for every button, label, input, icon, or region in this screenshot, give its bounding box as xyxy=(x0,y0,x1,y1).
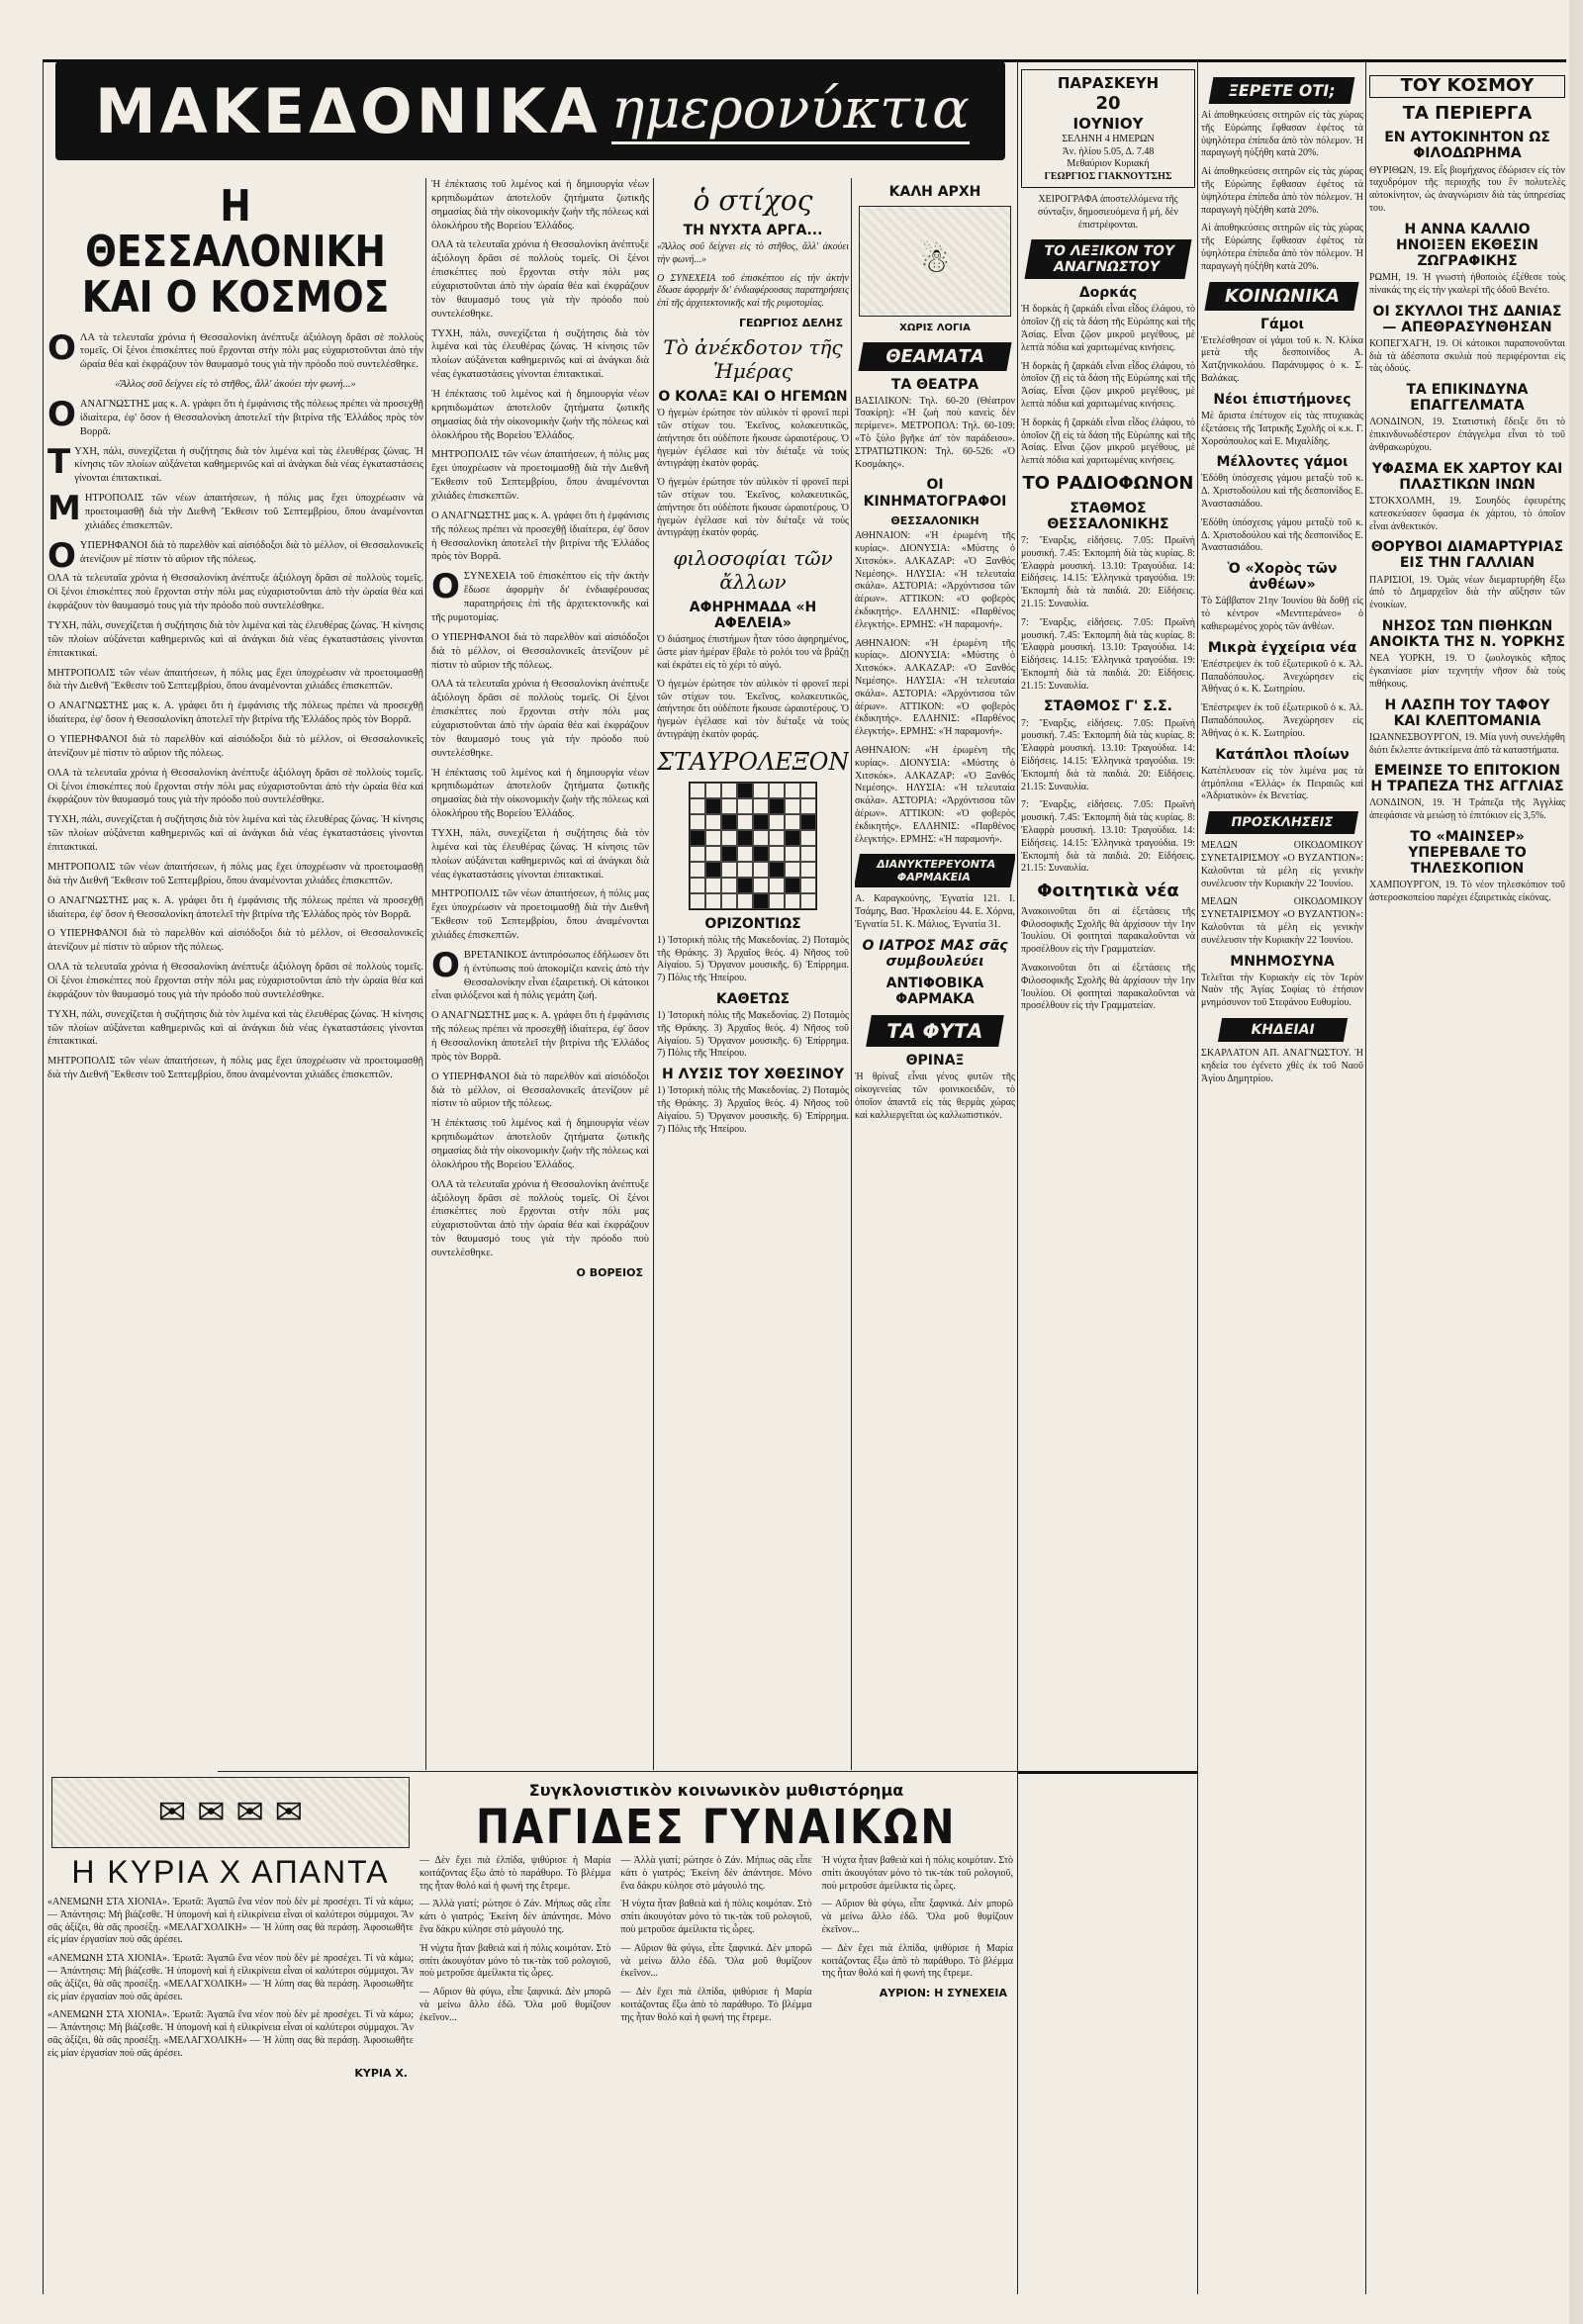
continuation-paragraph: ΤΥΧΗ, πάλι, συνεχίζεται ἡ συζήτησις διὰ τὸν λιμένα καὶ τὰς ἐλευθέρας ζώνας. Ἡ κίνησις τῶν πλοίων αὐξάνεται καθημερινῶς καὶ αἱ ἀνάγκαι διὰ νέας ἐγκαταστάσεις γίνονται ἐπιτακτικαί. xyxy=(431,327,649,381)
stichos-text: «Ἄλλος σοῦ δείχνει εἰς τὸ στῆθος, ἄλλ' ἀκούει τὴν φωνή...» xyxy=(657,241,849,265)
world-item-text: ΛΟΝΔΙΝΟΝ, 19. Ἡ Τράπεζα τῆς Ἀγγλίας ἀπεφάσισε νὰ μειώσῃ τὸ ἐπιτόκιον εἰς 3,5%. xyxy=(1369,797,1565,822)
dateline-editor: ΓΕΩΡΓΙΟΣ ΓΙΑΚΝΟΥΤΣΗΣ xyxy=(1044,170,1172,182)
mnimosyna-text: Τελεῖται τὴν Κυριακὴν εἰς τὸν Ἱερὸν Ναὸν τῆς Ἁγίας Σοφίας τὸ ἐτήσιον μνημόσυνον τοῦ Στεφάνου Ευθυμίου. xyxy=(1201,972,1363,1009)
lead-article xyxy=(47,178,423,1741)
serial-novel xyxy=(419,1777,1013,2316)
prosklisis-text: ΜΕΛΩΝ ΟΙΚΟΔΟΜΙΚΟΥ ΣΥΝΕΤΑΙΡΙΣΜΟΥ «Ο ΒΥΖΑΝΤΙΟΝ»: Καλοῦνται τὰ μέλη εἰς γενικὴν συνέλευσιν τὴν Κυριακὴν 22 Ἰουνίου. xyxy=(1201,840,1363,889)
anecdote-title: Τὸ ἀνέκδοτον τῆς Ἡμέρας xyxy=(663,335,843,384)
ploia-title: Κατάπλοι πλοίων xyxy=(1215,746,1350,763)
world-item-title: ΤΑ ΕΠΙΚΙΝΔΥΝΑ ΕΠΑΓΓΕΛΜΑΤΑ xyxy=(1406,382,1529,415)
aphorism-text: Ὁ διάσημος ἐπιστήμων ἦταν τόσο ἀφηρημένος, ὥστε μίαν ἡμέραν ἔβαλε τὸ ρολόι του νὰ βράζῃ καὶ ἐκράτει εἰς τὸ χέρι τὸ αὐγό. xyxy=(657,634,849,671)
lead-paragraph: ΟΛΑ τὰ τελευταῖα χρόνια ἡ Θεσσαλονίκη ἀνέπτυξε ἀξιόλογη δρᾶσι σὲ πολλοὺς τομεῖς. Οἱ ξένοι ἐπισκέπτες ποὺ ἔρχονται στὴν πόλι μας εὐχαριστοῦνται ἀπὸ τὴν ὡραία θέα καὶ ἐκφράζουν τὸν θαυμασμό τους γιὰ τὴν πρόοδο ποὺ συντελέσθηκε. xyxy=(47,962,423,1000)
lead-headline: Η ΘΕΣΣΑΛΟΝΙΚΗ ΚΑΙ Ο ΚΟΣΜΟΣ xyxy=(81,181,390,324)
crossword-solution-title: Η ΛΥΣΙΣ ΤΟΥ ΧΘΕΣΙΝΟΥ xyxy=(661,1067,845,1083)
lead-paragraph: Ο ΑΝΑΓΝΩΣΤΗΣ μας κ. Α. γράφει ὅτι ἡ ἐμφάνισις τῆς πόλεως πρέπει νὰ προσεχθῇ ἰδιαίτερα, ἐφ' ὅσον ἡ Θεσσαλονίκη ἀποτελεῖ τὴν βιτρίνα τῆς Ἑλλάδος πρὸς τὸν Βορρᾶ. xyxy=(47,700,423,726)
advice-ornament: ✉ ✉ ✉ ✉ xyxy=(51,1777,410,1848)
continuation-paragraph: Ἡ ἐπέκτασις τοῦ λιμένος καὶ ἡ δημιουργία νέων κρηπιδωμάτων ἀποτελοῦν ζητήματα ζωτικῆς σημασίας διὰ τὴν οἰκονομικὴν ζωὴν τῆς πόλεως καὶ ὁλοκλήρου τῆς Βορείου Ἑλλάδος. xyxy=(431,767,649,820)
theatres-text: ΒΑΣΙΛΙΚΟΝ: Τηλ. 60-20 (Θέατρον Τσακίρη): «Ἡ ζωὴ ποὺ κανεὶς δὲν περίμενε». ΜΕΤΡΟΠΟΛ: Τηλ. 60-109: «Τὸ ξύλο βγῆκε ἀπ' τὸν παράδεισο». ΣΤΡΑΤΙΩΤΙΚΟΝ: Τηλ. 60-526: «Ὁ Κοσμάκης». xyxy=(855,395,1015,470)
lead-paragraph: ΟΛΑ τὰ τελευταῖα χρόνια ἡ Θεσσαλονίκη ἀνέπτυξε ἀξιόλογη δρᾶσι σὲ πολλοὺς τομεῖς. Οἱ ξένοι ἐπισκέπτες ποὺ ἔρχονται στὴν πόλι μας εὐχαριστοῦνται ἀπὸ τὴν ὡραία θέα καὶ ἐκφράζουν τὸν θαυμασμό τους γιὰ τὴν πρόοδο ποὺ συντελέσθηκε. xyxy=(47,767,423,806)
lead-paragraph: ΤΥΧΗ, πάλι, συνεχίζεται ἡ συζήτησις διὰ τὸν λιμένα καὶ τὰς ἐλευθέρας ζώνας. Ἡ κίνησις τῶν πλοίων αὐξάνεται καθημερινῶς καὶ αἱ ἀνάγκαι διὰ νέας ἐγκαταστάσεις γίνονται ἐπιτακτικαί. xyxy=(47,620,423,659)
theamata-title: ΘΕΑΜΑΤΑ xyxy=(859,342,1012,371)
gamoi-title: Γάμοι xyxy=(1260,316,1304,332)
lead-paragraph: ΜΗΤΡΟΠΟΛΙΣ τῶν νέων ἀπαιτήσεων, ἡ πόλις μας ἔχει ὑποχρέωσιν νὰ προετοιμασθῇ διὰ τὴν Διεθνῆ Ἔκθεσιν τοῦ Σεπτεμβρίου, ὅπου ἀναμένονται χιλιάδες ἐπισκεπτῶν. xyxy=(47,1056,423,1081)
features-column xyxy=(657,178,849,1751)
stichos-title: ὁ στίχος xyxy=(693,184,813,217)
world-item-text: ΛΟΝΔΙΝΟΝ, 19. Στατιστικὴ ἔδειξε ὅτι τὸ ἐπικινδυνωδέστερον ἐπάγγελμα εἶναι τὸ τοῦ ἀνθρακωρύχου. xyxy=(1369,417,1565,453)
masthead-title: ΜΑΚΕΔΟΝΙΚΑ xyxy=(95,74,602,147)
world-item-text: ΝΕΑ ΥΟΡΚΗ, 19. Ὁ ζωολογικὸς κῆπος ἐγκαινίασε μίαν τεχνητὴν νῆσον διὰ τοὺς πιθήκους. xyxy=(1369,653,1565,690)
crossword-solution: 1) Ἱστορικὴ πόλις τῆς Μακεδονίας. 2) Ποταμὸς τῆς Θράκης. 3) Ἀρχαῖος θεός. 4) Νῆσος τοῦ Αἰγαίου. 5) Ὄργανον μουσικῆς. 6) Ἐπίρρημα. 7) Πόλις τῆς Ἠπείρου. xyxy=(657,1085,849,1135)
radio-text: 7: Ἔναρξις, εἰδήσεις. 7.05: Πρωϊνὴ μουσική. 7.45: Ἐκπομπὴ διὰ τὰς κυρίας. 8: Ἐλαφρὰ μουσική. 13.10: Τραγούδια. 14: Εἰδήσεις. 14.15: Ἐλληνικὰ τραγούδια. 19: Ἐκπομπὴ διὰ τὰ παιδιά. 20: Εἰδήσεις. 21.15: Συναυλία. xyxy=(1021,534,1195,609)
serial-paragraph: — Αὔριον θὰ φύγω, εἶπε ξαφνικά. Δὲν μπορῶ νὰ μείνω ἄλλο ἐδῶ. Ὅλα μοῦ θυμίζουν ἐκεῖνον... xyxy=(419,1987,611,2023)
continuation-paragraph: Ἡ ἐπέκτασις τοῦ λιμένος καὶ ἡ δημιουργία νέων κρηπιδωμάτων ἀποτελοῦν ζητήματα ζωτικῆς σημασίας διὰ τὴν οἰκονομικὴν ζωὴν τῆς πόλεως καὶ ὁλοκλήρου τῆς Βορείου Ἑλλάδος. xyxy=(431,389,649,441)
world-title: ΤΟΥ ΚΟΣΜΟΥ xyxy=(1369,75,1565,98)
serial-paragraph: — Δὲν ἔχει πιὰ ἐλπίδα, ψιθύρισε ἡ Μαρία κοιτάζοντας ἔξω ἀπὸ τὸ παράθυρο. Τὸ βλέμμα της ἦταν θολό καὶ ἡ φωνή της ἔτρεμε. xyxy=(419,1855,611,1892)
serial-paragraph: Ἡ νύχτα ἦταν βαθειὰ καὶ ἡ πόλις κοιμόταν. Στὸ σπίτι ἀκουγόταν μόνο τὸ τικ-τὰκ τοῦ ρολογιοῦ, ποὺ μετροῦσε ἀμείλικτα τὶς ὧρες. xyxy=(419,1942,611,1980)
masthead-script: ημερονύκτια xyxy=(611,77,970,144)
world-item-text: ΠΑΡΙΣΙΟΙ, 19. Ὁμὰς νέων διεμαρτυρήθη ἔξω ἀπὸ τὸ Δημαρχεῖον διὰ τὴν αὔξησιν τῶν ἐνοικίων. xyxy=(1369,574,1565,611)
world-item-title: ΤΟ «ΜΑΙΝΣΕΡ» ΥΠΕΡΕΒΑΛΕ ΤΟ ΤΗΛΕΣΚΟΠΙΟΝ xyxy=(1408,829,1527,878)
fititika-text: Ἀνακοινοῦται ὅτι αἱ ἐξετάσεις τῆς Φιλοσοφικῆς Σχολῆς θὰ ἀρχίσουν τὴν 1ην Ἰουλίου. Οἱ φοιτηταὶ παρακαλοῦνται νὰ προσέλθουν εἰς τὴν Γραμματείαν. xyxy=(1021,905,1195,956)
dateline-day: ΠΑΡΑΣΚΕΥΗ xyxy=(1057,74,1160,92)
radio-station-2: ΣΤΑΘΜΟΣ Γ' Σ.Σ. xyxy=(1044,698,1172,715)
world-item-title: ΕΜΕΙΝΣΕ ΤΟ ΕΠΙΤΟΚΙΟΝ Η ΤΡΑΠΕΖΑ ΤΗΣ ΑΓΓΛΙΑΣ xyxy=(1370,763,1564,795)
lexicon-text: Ἡ δορκὰς ἢ ζαρκάδι εἶναι εἶδος ἐλάφου, τὸ ὁποῖον ζῇ εἰς τὰ δάση τῆς Εὐρώπης καὶ τῆς Ἀσίας. Εἶναι ζῷον μικροῦ μεγέθους, μὲ λεπτὰ πόδια καὶ χαριτωμένας κινήσεις. xyxy=(1021,304,1195,353)
xoros-text: Τὸ Σάββατον 21ην Ἰουνίου θὰ δοθῇ εἰς τὸ κέντρον «Μεντιτεράνεο» ὁ καθιερωμένος χορὸς τῶν ἀνθέων. xyxy=(1201,596,1363,632)
lead-paragraph: ΟΥΠΕΡΗΦΑΝΟΙ διὰ τὸ παρελθὸν καὶ αἰσιόδοξοι διὰ τὸ μέλλον, οἱ Θεσσαλονικεῖς ἀτενίζουν μὲ πίστιν τὸ αὔριον τῆς πόλεως. xyxy=(47,535,423,576)
advice-signature: ΚΥΡΙΑ Χ. xyxy=(354,2066,408,2080)
stichos-text: Ο ΣΥΝΕΧΕΙΑ τοῦ ἐπισκέπτου εἰς τὴν ἀκτὴν ἔδωσε ἀφορμὴν δι' ἐνδιαφέρουσας παρατηρήσεις ἐπὶ τῆς ἀρχιτεκτονικῆς καὶ τῆς ρυμοτομίας. xyxy=(657,272,849,310)
lexicon-text: Ἡ δορκὰς ἢ ζαρκάδι εἶναι εἶδος ἐλάφου, τὸ ὁποῖον ζῇ εἰς τὰ δάση τῆς Εὐρώπης καὶ τῆς Ἀσίας. Εἶναι ζῷον μικροῦ μεγέθους, μὲ λεπτὰ πόδια καὶ χαριτωμένας κινήσεις. xyxy=(1021,360,1195,411)
lead-poem: «Ἄλλος σοῦ δείχνει εἰς τὸ στῆθος, ἄλλ' ἀκούει τὴν φωνή...» xyxy=(115,379,356,391)
lead-paragraph: ΟΛΑ τὰ τελευταῖα χρόνια ἡ Θεσσαλονίκη ἀνέπτυξε ἀξιόλογη δρᾶσι σὲ πολλοὺς τομεῖς. Οἱ ξένοι ἐπισκέπτες ποὺ ἔρχονται στὴν πόλι μας εὐχαριστοῦνται ἀπὸ τὴν ὡραία θέα καὶ ἐκφράζουν τὸν θαυμασμό τους γιὰ τὴν πρόοδο ποὺ συντελέσθηκε. xyxy=(47,573,423,612)
egxeiria-text: Ἐπέστρεψεν ἐκ τοῦ ἐξωτερικοῦ ὁ κ. Ἀλ. Παπαδόπουλος. Ἀνεχώρησεν εἰς Ἀθήνας ὁ κ. Κ. Σωτηρίου. xyxy=(1201,702,1363,739)
mnimosyna-title: ΜΝΗΜΟΣΥΝΑ xyxy=(1230,953,1335,970)
serial-paragraph: — Δὲν ἔχει πιὰ ἐλπίδα, ψιθύρισε ἡ Μαρία κοιτάζοντας ἔξω ἀπὸ τὸ παράθυρο. Τὸ βλέμμα της ἦταν θολό καὶ ἡ φωνή της ἔτρεμε. xyxy=(821,1942,1013,1980)
serial-columns xyxy=(419,1855,1013,2031)
aphorism-subtitle: ΑΦΗΡΗΜΑΔΑ «Η ΑΦΕΛΕΙΑ» xyxy=(689,600,817,632)
lexicon-title: ΤΟ ΛΕΞΙΚΟΝ ΤΟΥ ΑΝΑΓΝΩΣΤΟΥ xyxy=(1025,239,1192,279)
stichos-subtitle: ΤΗ ΝΥΧΤΑ ΑΡΓΑ... xyxy=(683,223,823,238)
dateline-box xyxy=(1021,69,1195,188)
continuation-paragraph: Ἡ ἐπέκτασις τοῦ λιμένος καὶ ἡ δημιουργία νέων κρηπιδωμάτων ἀποτελοῦν ζητήματα ζωτικῆς σημασίας διὰ τὴν οἰκονομικὴν ζωὴν τῆς πόλεως καὶ ὁλοκλήρου τῆς Βορείου Ἑλλάδος. xyxy=(431,1118,649,1170)
egxeiria-title: Μικρὰ ἐγχείρια νέα xyxy=(1207,639,1357,656)
info-column xyxy=(1021,69,1195,1761)
serial-column xyxy=(419,1855,610,2031)
serial-paragraph: Ἡ νύχτα ἦταν βαθειὰ καὶ ἡ πόλις κοιμόταν. Στὸ σπίτι ἀκουγόταν μόνο τὸ τικ-τὰκ τοῦ ρολογιοῦ, ποὺ μετροῦσε ἀμείλικτα τὶς ὧρες. xyxy=(821,1855,1013,1892)
lead-byline: Ο ΒΟΡΕΙΟΣ xyxy=(576,1265,643,1279)
xerete-text: Αἱ ἀποθηκεύσεις σιτηρῶν εἰς τὰς χώρας τῆς Εὐρώπης ἔφθασαν ἐφέτος τὰ ὑψηλότερα ἐπίπεδα ἀπὸ τὸν πόλεμον. Ἡ παραγωγὴ ηὐξήθη κατὰ 20%. xyxy=(1201,223,1363,272)
advice-text: «ΑΝΕΜΩΝΗ ΣΤΑ ΧΙΟΝΙΑ». Ἐρωτᾶ: Ἀγαπῶ ἕνα νέον ποὺ δὲν μὲ προσέχει. Τί νὰ κάμω; — Ἀπάντησις: Μὴ βιάζεσθε. Ἡ ὑπομονὴ καὶ ἡ εἰλικρίνεια εἶναι οἱ καλύτεροι σύμμαχοι. Ἂν σᾶς ἀξίζει, θὰ σᾶς προσέξῃ. «ΜΕΛΑΓΧΟΛΙΚΗ» — Ἡ λύπη σας θὰ περάσῃ. Ἀφοσιωθῆτε εἰς μίαν ἐργασίαν ποὺ σᾶς ἀρέσει. xyxy=(47,1897,414,1946)
serial-column xyxy=(620,1855,811,2031)
fititika-title: Φοιτητικὰ νέα xyxy=(1037,881,1179,902)
dateline-moon: ΣΕΛΗΝΗ 4 ΗΜΕΡΩΝ xyxy=(1062,134,1155,144)
world-item-text: ΧΑΜΠΟΥΡΓΟΝ, 19. Τὸ νέον τηλεσκόπιον τοῦ ἀστεροσκοπείου παρέχει ἐξαιρετικὰς εἰκόνας. xyxy=(1369,880,1565,904)
radio-text: 7: Ἔναρξις, εἰδήσεις. 7.05: Πρωϊνὴ μουσική. 7.45: Ἐκπομπὴ διὰ τὰς κυρίας. 8: Ἐλαφρὰ μουσική. 13.10: Τραγούδια. 14: Εἰδήσεις. 14.15: Ἐλληνικὰ τραγούδια. 19: Ἐκπομπὴ διὰ τὰ παιδιά. 20: Εἰδήσεις. 21.15: Συναυλία. xyxy=(1021,799,1195,875)
lexicon-text: Ἡ δορκὰς ἢ ζαρκάδι εἶναι εἶδος ἐλάφου, τὸ ὁποῖον ζῇ εἰς τὰ δάση τῆς Εὐρώπης καὶ τῆς Ἀσίας. Εἶναι ζῷον μικροῦ μεγέθους, μὲ λεπτὰ πόδια καὶ χαριτωμένας κινήσεις. xyxy=(1021,417,1195,467)
serial-paragraph: — Ἀλλὰ γιατί; ρώτησε ὁ Ζάν. Μήπως σᾶς εἶπε κάτι ὁ γιατρός; Ἐκείνη δὲν ἀπάντησε. Μόνο ἕνα δάκρυ κύλησε στὸ μάγουλό της. xyxy=(620,1855,812,1892)
anecdote-text: Ὁ ἡγεμὼν ἐρώτησε τὸν αὐλικὸν τί φρονεῖ περὶ τῶν στίχων του. Ἐκεῖνος, κολακευτικῶς, ἀπήντησε ὅτι οὐδέποτε ἤκουσε ὡραιοτέρους. Ὁ ἡγεμὼν ἐγέλασε καὶ τὸν διέταξε νὰ τοὺς ἀντιγράψῃ ἑκατὸν φοράς. xyxy=(657,408,849,470)
continuation-paragraph: ΤΥΧΗ, πάλι, συνεχίζεται ἡ συζήτησις διὰ τὸν λιμένα καὶ τὰς ἐλευθέρας ζώνας. Ἡ κίνησις τῶν πλοίων αὐξάνεται καθημερινῶς καὶ αἱ ἀνάγκαι διὰ νέας ἐγκαταστάσεις γίνονται ἐπιτακτικαί. xyxy=(431,827,649,881)
world-item-title: ΟΙ ΣΚΥΛΛΟΙ ΤΗΣ ΔΑΝΙΑΣ — ΑΠΕΘΡΑΣΥΝΘΗΣΑΝ xyxy=(1372,303,1562,335)
world-item-text: ΣΤΟΚΧΟΛΜΗ, 19. Σουηδὸς ἐφευρέτης κατεσκεύασεν ὕφασμα ἐκ χάρτου, τὸ ὁποῖον εἶναι ἀνθεκτικόν. xyxy=(1369,495,1565,532)
lead-paragraph: ΤΥΧΗ, πάλι, συνεχίζεται ἡ συζήτησις διὰ τὸν λιμένα καὶ τὰς ἐλευθέρας ζώνας. Ἡ κίνησις τῶν πλοίων αὐξάνεται καθημερινῶς καὶ αἱ ἀνάγκαι διὰ νέας ἐγκαταστάσεις γίνονται ἐπιτακτικαί. xyxy=(47,441,423,485)
continuation-paragraph: ΟΛΑ τὰ τελευταῖα χρόνια ἡ Θεσσαλονίκη ἀνέπτυξε ἀξιόλογη δρᾶσι σὲ πολλοὺς τομεῖς. Οἱ ξένοι ἐπισκέπτες ποὺ ἔρχονται στὴν πόλι μας εὐχαριστοῦνται ἀπὸ τὴν ὡραία θέα καὶ ἐκφράζουν τὸν θαυμασμό τους γιὰ τὴν πρόοδο ποὺ συντελέσθηκε. xyxy=(431,1178,649,1259)
lexicon-subtitle: Δορκάς xyxy=(1078,285,1138,302)
continuation-paragraph: Ο ΥΠΕΡΗΦΑΝΟΙ διὰ τὸ παρελθὸν καὶ αἰσιόδοξοι διὰ τὸ μέλλον, οἱ Θεσσαλονικεῖς ἀτενίζουν μὲ πίστιν τὸ αὔριον τῆς πόλεως. xyxy=(431,1070,649,1110)
lead-paragraph: ΤΥΧΗ, πάλι, συνεχίζεται ἡ συζήτησις διὰ τὸν λιμένα καὶ τὰς ἐλευθέρας ζώνας. Ἡ κίνησις τῶν πλοίων αὐξάνεται καθημερινῶς καὶ αἱ ἀνάγκαι διὰ νέας ἐγκαταστάσεις γίνονται ἐπιτακτικαί. xyxy=(47,1008,423,1048)
advice-column xyxy=(47,1771,414,2315)
koinonika-title: ΚΟΙΝΩΝΙΚΑ xyxy=(1205,282,1360,311)
masthead xyxy=(55,61,1005,160)
world-item-title: ΝΗΣΟΣ ΤΩΝ ΠΙΘΗΚΩΝ ΑΝΟΙΚΤΑ ΤΗΣ Ν. ΥΟΡΚΗΣ xyxy=(1369,617,1565,651)
listings-column xyxy=(855,178,1015,1751)
crossword-clues: 1) Ἱστορικὴ πόλις τῆς Μακεδονίας. 2) Ποταμὸς τῆς Θράκης. 3) Ἀρχαῖος θεός. 4) Νῆσος τοῦ Αἰγαίου. 5) Ὄργανον μουσικῆς. 6) Ἐπίρρημα. 7) Πόλις τῆς Ἠπείρου. xyxy=(657,934,849,984)
serial-paragraph: — Αὔριον θὰ φύγω, εἶπε ξαφνικά. Δὲν μπορῶ νὰ μείνω ἄλλο ἐδῶ. Ὅλα μοῦ θυμίζουν ἐκεῖνον... xyxy=(620,1942,812,1980)
lead-continuation xyxy=(431,178,649,1751)
advice-title: Η ΚΥΡΙΑ Χ ΑΠΑΝΤΑ xyxy=(71,1854,390,1890)
cinemas-text: ΑΘΗΝΑΙΟΝ: «Ἡ ἐρωμένη τῆς κυρίας». ΔΙΟΝΥΣΙΑ: «Μύστης ὁ Χιτσκόκ». ΑΛΚΑΖΑΡ: «Ὁ Ξανθός Νεμέσης». ΗΛΥΣΙΑ: «Ἡ τελευταία σκάλα». ΑΣΤΟΡΙΑ: «Ἀρχόντισσα τῶν ἀέρων». ΑΤΤΙΚΟΝ: «Ὁ φοβερὸς ἐκδικητής». ΕΛΛΗΝΙΣ: «Παρθένος ἐλεγκτής». ΕΡΜΗΣ: «Ἡ παραμονή». xyxy=(855,637,1015,738)
continuation-paragraph: Ἡ ἐπέκτασις τοῦ λιμένος καὶ ἡ δημιουργία νέων κρηπιδωμάτων ἀποτελοῦν ζητήματα ζωτικῆς σημασίας διὰ τὴν οἰκονομικὴν ζωὴν τῆς πόλεως καὶ ὁλοκλήρου τῆς Βορείου Ἑλλάδος. xyxy=(431,179,649,232)
prosklisis-title: ΠΡΟΣΚΛΗΣΕΙΣ xyxy=(1205,811,1358,834)
continuation-paragraph: Ο ΑΝΑΓΝΩΣΤΗΣ μας κ. Α. γράφει ὅτι ἡ ἐμφάνισις τῆς πόλεως πρέπει νὰ προσεχθῇ ἰδιαίτερα, ἐφ' ὅσον ἡ Θεσσαλονίκη ἀποτελεῖ τὴν βιτρίνα τῆς Ἑλλάδος πρὸς τὸν Βορρᾶ. xyxy=(431,1010,649,1063)
lead-paragraph: Ο ΑΝΑΓΝΩΣΤΗΣ μας κ. Α. γράφει ὅτι ἡ ἐμφάνισις τῆς πόλεως πρέπει νὰ προσεχθῇ ἰδιαίτερα, ἐφ' ὅσον ἡ Θεσσαλονίκη ἀποτελεῖ τὴν βιτρίνα τῆς Ἑλλάδος πρὸς τὸν Βορρᾶ. xyxy=(47,894,423,920)
xerete-text: Αἱ ἀποθηκεύσεις σιτηρῶν εἰς τὰς χώρας τῆς Εὐρώπης ἔφθασαν ἐφέτος τὰ ὑψηλότερα ἐπίπεδα ἀπὸ τὸν πόλεμον. Ἡ παραγωγὴ ηὐξήθη κατὰ 20%. xyxy=(1201,166,1363,216)
social-column xyxy=(1201,69,1363,2315)
lead-paragraph: Ο ΥΠΕΡΗΦΑΝΟΙ διὰ τὸ παρελθὸν καὶ αἰσιόδοξοι διὰ τὸ μέλλον, οἱ Θεσσαλονικεῖς ἀτενίζουν μὲ πίστιν τὸ αὔριον τῆς πόλεως. xyxy=(47,734,423,759)
world-item-text: ΡΩΜΗ, 19. Ἡ γνωστὴ ἠθοποιὸς ἐξέθεσε τοὺς πίνακάς της εἰς τὴν γκαλερὶ τῆς ὁδοῦ Βενέτο. xyxy=(1369,272,1565,296)
mellontes-text: Ἐδόθη ὑπόσχεσις γάμου μεταξὺ τοῦ κ. Δ. Χριστοδούλου καὶ τῆς δεσποινίδος Ε. Ἀναστασιάδου. xyxy=(1201,473,1363,511)
crossword-vertical-label: ΚΑΘΕΤΩΣ xyxy=(715,990,791,1007)
kideiai-text: ΣΚΑΡΛΑΤΟΝ ΑΠ. ΑΝΑΓΝΩΣΤΟΥ. Ἡ κηδεία του ἐγένετο χθὲς ἐκ τοῦ Ναοῦ Ἁγίου Δημητρίου. xyxy=(1201,1048,1363,1084)
continuation-paragraph: ΜΗΤΡΟΠΟΛΙΣ τῶν νέων ἀπαιτήσεων, ἡ πόλις μας ἔχει ὑποχρέωσιν νὰ προετοιμασθῇ διὰ τὴν Διεθνῆ Ἔκθεσιν τοῦ Σεπτεμβρίου, ὅπου ἀναμένονται χιλιάδες ἐπισκεπτῶν. xyxy=(431,449,649,503)
lead-paragraph: ΟΑΝΑΓΝΩΣΤΗΣ μας κ. Α. γράφει ὅτι ἡ ἐμφάνισις τῆς πόλεως πρέπει νὰ προσεχθῇ ἰδιαίτερα, ἐφ' ὅσον ἡ Θεσσαλονίκη ἀποτελεῖ τὴν βιτρίνα τῆς Ἑλλάδος πρὸς τὸν Βορρᾶ. xyxy=(47,395,423,437)
stichos-author: ΓΕΩΡΓΙΟΣ ΔΕΛΗΣ xyxy=(739,317,843,330)
serial-column xyxy=(822,1855,1013,2031)
cinemas-city: ΘΕΣΣΑΛΟΝΙΚΗ xyxy=(890,513,979,527)
radio-text: 7: Ἔναρξις, εἰδήσεις. 7.05: Πρωϊνὴ μουσική. 7.45: Ἐκπομπὴ διὰ τὰς κυρίας. 8: Ἐλαφρὰ μουσική. 13.10: Τραγούδια. 14: Εἰδήσεις. 14.15: Ἐλληνικὰ τραγούδια. 19: Ἐκπομπὴ διὰ τὰ παιδιά. 20: Εἰδήσεις. 21.15: Συναυλία. xyxy=(1021,616,1195,692)
continuation-paragraph: ΜΗΤΡΟΠΟΛΙΣ τῶν νέων ἀπαιτήσεων, ἡ πόλις μας ἔχει ὑποχρέωσιν νὰ προετοιμασθῇ διὰ τὴν Διεθνῆ Ἔκθεσιν τοῦ Σεπτεμβρίου, ὅπου ἀναμένονται χιλιάδες ἐπισκεπτῶν. xyxy=(431,888,649,941)
serial-title: ΠΑΓΙΔΕΣ ΓΥΝΑΙΚΩΝ xyxy=(475,1800,958,1855)
xerete-title: ΞΕΡΕΤΕ ΟΤΙ; xyxy=(1209,77,1355,104)
cinemas-label: ΟΙ ΚΙΝΗΜΑΤΟΓΡΑΦΟΙ xyxy=(863,477,1007,510)
crossword-horizontal-label: ΟΡΙΖΟΝΤΙΩΣ xyxy=(704,915,801,932)
mellontes-text: Ἐδόθη ὑπόσχεσις γάμου μεταξὺ τοῦ κ. Δ. Χριστοδούλου καὶ τῆς δεσποινίδος Ε. Ἀναστασιάδου. xyxy=(1201,516,1363,554)
world-item-text: ΙΩΑΝΝΕΣΒΟΥΡΓΟΝ, 19. Μία γυνὴ συνελήφθη διότι ἔκλεπτε ἀντικείμενα ἀπὸ τὰ καταστήματα. xyxy=(1369,731,1565,756)
radio-station: ΣΤΑΘΜΟΣ ΘΕΣΣΑΛΟΝΙΚΗΣ xyxy=(1047,500,1169,532)
neoi-title: Νέοι ἐπιστήμονες xyxy=(1213,391,1351,408)
dateline-month: ΙΟΥΝΙΟΥ xyxy=(1072,115,1144,134)
kideiai-title: ΚΗΔΕΙΑΙ xyxy=(1217,1018,1347,1042)
continuation-paragraph: Ο ΑΝΑΓΝΩΣΤΗΣ μας κ. Α. γράφει ὅτι ἡ ἐμφάνισις τῆς πόλεως πρέπει νὰ προσεχθῇ ἰδιαίτερα, ἐφ' ὅσον ἡ Θεσσαλονίκη ἀποτελεῖ τὴν βιτρίνα τῆς Ἑλλάδος πρὸς τὸν Βορρᾶ. xyxy=(431,510,649,563)
plants-subtitle: ΘΡΙΝΑΞ xyxy=(905,1053,965,1069)
mellontes-title: Μέλλοντες γάμοι xyxy=(1216,454,1349,471)
cartoon-caption: ΧΩΡΙΣ ΛΟΓΙΑ xyxy=(899,323,971,334)
dateline-number: 20 xyxy=(1095,92,1121,114)
dateline-note: Μεθαύριον Κυριακή xyxy=(1067,158,1150,169)
serial-paragraph: — Δὲν ἔχει πιὰ ἐλπίδα, ψιθύρισε ἡ Μαρία κοιτάζοντας ἔξω ἀπὸ τὸ παράθυρο. Τὸ βλέμμα της ἦταν θολό καὶ ἡ φωνή της ἔτρεμε. xyxy=(620,1987,812,2023)
world-subtitle: ΤΑ ΠΕΡΙΕΡΓΑ xyxy=(1402,102,1533,124)
lead-paragraph: Ο ΥΠΕΡΗΦΑΝΟΙ διὰ τὸ παρελθὸν καὶ αἰσιόδοξοι διὰ τὸ μέλλον, οἱ Θεσσαλονικεῖς ἀτενίζουν μὲ πίστιν τὸ αὔριον τῆς πόλεως. xyxy=(47,928,423,954)
continuation-paragraph: ΟΛΑ τὰ τελευταῖα χρόνια ἡ Θεσσαλονίκη ἀνέπτυξε ἀξιόλογη δρᾶσι σὲ πολλοὺς τομεῖς. Οἱ ξένοι ἐπισκέπτες ποὺ ἔρχονται στὴν πόλι μας εὐχαριστοῦνται ἀπὸ τὴν ὡραία θέα καὶ ἐκφράζουν τὸν θαυμασμό τους γιὰ τὴν πρόοδο ποὺ συντελέσθηκε. xyxy=(431,239,649,320)
cinemas-text: ΑΘΗΝΑΙΟΝ: «Ἡ ἐρωμένη τῆς κυρίας». ΔΙΟΝΥΣΙΑ: «Μύστης ὁ Χιτσκόκ». ΑΛΚΑΖΑΡ: «Ὁ Ξανθός Νεμέσης». ΗΛΥΣΙΑ: «Ἡ τελευταία σκάλα». ΑΣΤΟΡΙΑ: «Ἀρχόντισσα τῶν ἀέρων». ΑΤΤΙΚΟΝ: «Ὁ φοβερὸς ἐκδικητής». ΕΛΛΗΝΙΣ: «Παρθένος ἐλεγκτής». ΕΡΜΗΣ: «Ἡ παραμονή». xyxy=(855,745,1015,845)
classifieds-note: ΧΕΙΡΟΓΡΑΦΑ ἀποστελλόμενα τῆς σύνταξιν, δημοσιευόμενα ἢ μή, δὲν ἐπιστρέφονται. xyxy=(1038,194,1178,231)
serial-label: Συγκλονιστικὸν κοινωνικὸν μυθιστόρημα xyxy=(528,1781,904,1800)
advice-text: «ΑΝΕΜΩΝΗ ΣΤΑ ΧΙΟΝΙΑ». Ἐρωτᾶ: Ἀγαπῶ ἕνα νέον ποὺ δὲν μὲ προσέχει. Τί νὰ κάμω; — Ἀπάντησις: Μὴ βιάζεσθε. Ἡ ὑπομονὴ καὶ ἡ εἰλικρίνεια εἶναι οἱ καλύτεροι σύμμαχοι. Ἂν σᾶς ἀξίζει, θὰ σᾶς προσέξῃ. «ΜΕΛΑΓΧΟΛΙΚΗ» — Ἡ λύπη σας θὰ περάσῃ. Ἀφοσιωθῆτε εἰς μίαν ἐργασίαν ποὺ σᾶς ἀρέσει. xyxy=(47,1953,414,2002)
cinemas-text: ΑΘΗΝΑΙΟΝ: «Ἡ ἐρωμένη τῆς κυρίας». ΔΙΟΝΥΣΙΑ: «Μύστης ὁ Χιτσκόκ». ΑΛΚΑΖΑΡ: «Ὁ Ξανθός Νεμέσης». ΗΛΥΣΙΑ: «Ἡ τελευταία σκάλα». ΑΣΤΟΡΙΑ: «Ἀρχόντισσα τῶν ἀέρων». ΑΤΤΙΚΟΝ: «Ὁ φοβερὸς ἐκδικητής». ΕΛΛΗΝΙΣ: «Παρθένος ἐλεγκτής». ΕΡΜΗΣ: «Ἡ παραμονή». xyxy=(855,530,1015,630)
dateline-sun: Ἀν. ἡλίου 5.05, Δ. 7.48 xyxy=(1062,145,1155,157)
plants-title: ΤΑ ΦΥΤΑ xyxy=(866,1015,1003,1047)
world-item-text: ΘΥΡΙΘΩΝ, 19. Εἷς βιομήχανος ἐδώρισεν εἰς τὸν ταχυδρόμον τῆς περιοχῆς του ἓν πολυτελὲς αὐτοκίνητον, ὡς ἀναγνώρισιν διὰ τὰς ὑπηρεσίας του. xyxy=(1369,164,1565,214)
fititika-text: Ἀνακοινοῦται ὅτι αἱ ἐξετάσεις τῆς Φιλοσοφικῆς Σχολῆς θὰ ἀρχίσουν τὴν 1ην Ἰουλίου. Οἱ φοιτηταὶ παρακαλοῦνται νὰ προσέλθουν εἰς τὴν Γραμματείαν. xyxy=(1021,963,1195,1012)
continuation-paragraph: Ο ΥΠΕΡΗΦΑΝΟΙ διὰ τὸ παρελθὸν καὶ αἰσιόδοξοι διὰ τὸ μέλλον, οἱ Θεσσαλονικεῖς ἀτενίζουν μὲ πίστιν τὸ αὔριον τῆς πόλεως. xyxy=(431,631,649,671)
world-column xyxy=(1369,69,1565,2315)
prosklisis-text: ΜΕΛΩΝ ΟΙΚΟΔΟΜΙΚΟΥ ΣΥΝΕΤΑΙΡΙΣΜΟΥ «Ο ΒΥΖΑΝΤΙΟΝ»: Καλοῦνται τὰ μέλη εἰς γενικὴν συνέλευσιν τὴν Κυριακὴν 22 Ἰουνίου. xyxy=(1201,896,1363,946)
cartoon-title: ΚΑΛΗ ΑΡΧΗ xyxy=(888,184,981,200)
pharmacy-text: Α. Καραγκούνης, Ἐγνατία 121. Ι. Τσάμης, Βασ. Ἡρακλείου 44. Ε. Χόρνα, Ἐγνατία 51. Κ. Μάλιος, Ἐγνατία 31. xyxy=(855,893,1015,931)
aphorism-text: Ὁ ἡγεμὼν ἐρώτησε τὸν αὐλικὸν τί φρονεῖ περὶ τῶν στίχων του. Ἐκεῖνος, κολακευτικῶς, ἀπήντησε ὅτι οὐδέποτε ἤκουσε ὡραιοτέρους. Ὁ ἡγεμὼν ἐγέλασε καὶ τὸν διέταξε νὰ τοὺς ἀντιγράψῃ ἑκατὸν φοράς. xyxy=(657,678,849,740)
aphorism-title: φιλοσοφίαι τῶν ἄλλων xyxy=(673,546,833,595)
world-item-title: ΥΦΑΣΜΑ ΕΚ ΧΑΡΤΟΥ ΚΑΙ ΠΛΑΣΤΙΚΩΝ ΙΝΩΝ xyxy=(1371,460,1563,493)
world-item-title: Η ΛΑΣΠΗ ΤΟΥ ΤΑΦΟΥ ΚΑΙ ΚΛΕΠΤΟΜΑΝΙΑ xyxy=(1384,697,1550,729)
ploia-text: Κατέπλευσαν εἰς τὸν λιμένα μας τὰ ἀτμόπλοια «Ἑλλάς» ἐκ Πειραιῶς καὶ «Ἀδριατικὸν» ἐκ Βενετίας. xyxy=(1201,765,1363,802)
plants-text: Ἡ θρίναξ εἶναι γένος φυτῶν τῆς οἰκογενείας τῶν φοινικοειδῶν, τὸ ὁποῖον ἀπαντᾶ εἰς τὰς θερμὰς χώρας καὶ καλλιεργεῖται ὡς καλλωπιστικόν. xyxy=(855,1071,1015,1121)
lead-paragraph: ΜΗΤΡΟΠΟΛΙΣ τῶν νέων ἀπαιτήσεων, ἡ πόλις μας ἔχει ὑποχρέωσιν νὰ προετοιμασθῇ διὰ τὴν Διεθνῆ Ἔκθεσιν τοῦ Σεπτεμβρίου, ὅπου ἀναμένονται χιλιάδες ἐπισκεπτῶν. xyxy=(47,861,423,886)
crossword-grid xyxy=(689,782,817,910)
continuation-paragraph: ΟΣΥΝΕΧΕΙΑ τοῦ ἐπισκέπτου εἰς τὴν ἀκτὴν ἔδωσε ἀφορμὴν δι' ἐνδιαφέρουσας παρατηρήσεις ἐπὶ τῆς ἀρχιτεκτονικῆς καὶ τῆς ρυμοτομίας. xyxy=(431,567,649,623)
doctor-title: Ο ΙΑΤΡΟΣ ΜΑΣ σᾶς συμβουλεύει xyxy=(862,937,1008,970)
serial-paragraph: — Αὔριον θὰ φύγω, εἶπε ξαφνικά. Δὲν μπορῶ νὰ μείνω ἄλλο ἐδῶ. Ὅλα μοῦ θυμίζουν ἐκεῖνον... xyxy=(821,1899,1013,1935)
neoi-text: Μὲ ἄριστα ἐπέτυχον εἰς τὰς πτυχιακὰς ἐξετάσεις τῆς Ἰατρικῆς Σχολῆς οἱ κ.κ. Γ. Χορσόπουλος καὶ Ε. Μιχαλίδης. xyxy=(1201,410,1363,447)
serial-paragraph: — Ἀλλὰ γιατί; ρώτησε ὁ Ζάν. Μήπως σᾶς εἶπε κάτι ὁ γιατρός; Ἐκείνη δὲν ἀπάντησε. Μόνο ἕνα δάκρυ κύλησε στὸ μάγουλό της. xyxy=(419,1899,611,1935)
gamoi-text: Ἐτελέσθησαν οἱ γάμοι τοῦ κ. Ν. Κλίκα μετὰ τῆς δεσποινίδος Α. Χατζηνικολάου. Παράνυμφος ὁ κ. Σ. Βαλάκας. xyxy=(1201,334,1363,385)
world-item-title: ΘΟΡΥΒΟΙ ΔΙΑΜΑΡΤΥΡΙΑΣ ΕΙΣ ΤΗΝ ΓΑΛΛΙΑΝ xyxy=(1370,539,1564,572)
xerete-text: Αἱ ἀποθηκεύσεις σιτηρῶν εἰς τὰς χώρας τῆς Εὐρώπης ἔφθασαν ἐφέτος τὰ ὑψηλότερα ἐπίπεδα ἀπὸ τὸν πόλεμον. Ἡ παραγωγὴ ηὐξήθη κατὰ 20%. xyxy=(1201,110,1363,159)
world-item-title: Η ΑΝΝΑ ΚΑΛΛΙΟ ΗΝΟΙΞΕΝ ΕΚΘΕΣΙΝ ΖΩΓΡΑΦΙΚΗΣ xyxy=(1396,221,1538,269)
egxeiria-text: Ἐπέστρεψεν ἐκ τοῦ ἐξωτερικοῦ ὁ κ. Ἀλ. Παπαδόπουλος. Ἀνεχώρησεν εἰς Ἀθήνας ὁ κ. Κ. Σωτηρίου. xyxy=(1201,658,1363,696)
serial-next: ΑΥΡΙΟΝ: Η ΣΥΝΕΧΕΙΑ xyxy=(879,1987,1007,2000)
doctor-subtitle: ΑΝΤΙΦΟΒΙΚΑ ΦΑΡΜΑΚΑ xyxy=(885,976,984,1008)
lead-paragraph: ΜΗΤΡΟΠΟΛΙΣ τῶν νέων ἀπαιτήσεων, ἡ πόλις μας ἔχει ὑποχρέωσιν νὰ προετοιμασθῇ διὰ τὴν Διεθνῆ Ἔκθεσιν τοῦ Σεπτεμβρίου, ὅπου ἀναμένονται χιλιάδες ἐπισκεπτῶν. xyxy=(47,489,423,531)
radio-title: ΤΟ ΡΑΔΙΟΦΩΝΟΝ xyxy=(1022,473,1194,495)
crossword-title: ΣΤΑΥΡΟΛΕΞΟΝ xyxy=(657,747,849,776)
radio-text: 7: Ἔναρξις, εἰδήσεις. 7.05: Πρωϊνὴ μουσική. 7.45: Ἐκπομπὴ διὰ τὰς κυρίας. 8: Ἐλαφρὰ μουσική. 13.10: Τραγούδια. 14: Εἰδήσεις. 14.15: Ἐλληνικὰ τραγούδια. 19: Ἐκπομπὴ διὰ τὰ παιδιά. 20: Εἰδήσεις. 21.15: Συναυλία. xyxy=(1021,717,1195,792)
pharmacy-title: ΔΙΑΝΥΚΤΕΡΕΥΟΝΤΑ ΦΑΡΜΑΚΕΙΑ xyxy=(855,854,1015,887)
crossword-clues: 1) Ἱστορικὴ πόλις τῆς Μακεδονίας. 2) Ποταμὸς τῆς Θράκης. 3) Ἀρχαῖος θεός. 4) Νῆσος τοῦ Αἰγαίου. 5) Ὄργανον μουσικῆς. 6) Ἐπίρρημα. 7) Πόλις τῆς Ἠπείρου. xyxy=(657,1010,849,1060)
world-item-text: ΚΟΠΕΓΧΑΓΗ, 19. Οἱ κάτοικοι παραπονοῦνται διὰ τὰ ἀδέσποτα σκυλιὰ ποὺ περιφέρονται εἰς τὰς ὁδούς. xyxy=(1369,337,1565,375)
lead-paragraph: ΜΗΤΡΟΠΟΛΙΣ τῶν νέων ἀπαιτήσεων, ἡ πόλις μας ἔχει ὑποχρέωσιν νὰ προετοιμασθῇ διὰ τὴν Διεθνῆ Ἔκθεσιν τοῦ Σεπτεμβρίου, ὅπου ἀναμένονται χιλιάδες ἐπισκεπτῶν. xyxy=(47,667,423,693)
lead-paragraph: ΟΛΑ τὰ τελευταῖα χρόνια ἡ Θεσσαλονίκη ἀνέπτυξε ἀξιόλογη δρᾶσι σὲ πολλοὺς τομεῖς. Οἱ ξένοι ἐπισκέπτες ποὺ ἔρχονται στὴν πόλι μας εὐχαριστοῦνται ἀπὸ τὴν ὡραία θέα καὶ ἐκφράζουν τὸν θαυμασμό τους γιὰ τὴν πρόοδο ποὺ συντελέσθηκε. xyxy=(47,327,423,371)
page-edge xyxy=(1569,0,1583,2324)
xoros-title: Ὁ «Χορὸς τῶν ἀνθέων» xyxy=(1227,561,1338,594)
continuation-paragraph: ΟΒΡΕΤΑΝΙΚΟΣ ἀντιπρόσωπος ἐδήλωσεν ὅτι ἡ ἐντύπωσις ποὺ ἀποκομίζει κανεὶς ἀπὸ τὴν Θεσσαλονίκην εἶναι ἐξαιρετική. Οἱ κάτοικοι εἶναι φιλόξενοι καὶ ἡ πόλις γεμάτη ζωή. xyxy=(431,945,649,1002)
world-item-title: ΕΝ ΑΥΤΟΚΙΝΗΤΟΝ ΩΣ ΦΙΛΟΔΩΡΗΜΑ xyxy=(1384,130,1550,162)
theatres-label: ΤΑ ΘΕΑΤΡΑ xyxy=(890,376,979,393)
anecdote-subtitle: Ο ΚΟΛΑΞ ΚΑΙ Ο ΗΓΕΜΩΝ xyxy=(658,389,848,406)
advice-text: «ΑΝΕΜΩΝΗ ΣΤΑ ΧΙΟΝΙΑ». Ἐρωτᾶ: Ἀγαπῶ ἕνα νέον ποὺ δὲν μὲ προσέχει. Τί νὰ κάμω; — Ἀπάντησις: Μὴ βιάζεσθε. Ἡ ὑπομονὴ καὶ ἡ εἰλικρίνεια εἶναι οἱ καλύτεροι σύμμαχοι. Ἂν σᾶς ἀξίζει, θὰ σᾶς προσέξῃ. «ΜΕΛΑΓΧΟΛΙΚΗ» — Ἡ λύπη σας θὰ περάσῃ. Ἀφοσιωθῆτε εἰς μίαν ἐργασίαν ποὺ σᾶς ἀρέσει. xyxy=(47,2009,414,2059)
serial-paragraph: Ἡ νύχτα ἦταν βαθειὰ καὶ ἡ πόλις κοιμόταν. Στὸ σπίτι ἀκουγόταν μόνο τὸ τικ-τὰκ τοῦ ρολογιοῦ, ποὺ μετροῦσε ἀμείλικτα τὶς ὧρες. xyxy=(620,1899,812,1935)
anecdote-text: Ὁ ἡγεμὼν ἐρώτησε τὸν αὐλικὸν τί φρονεῖ περὶ τῶν στίχων του. Ἐκεῖνος, κολακευτικῶς, ἀπήντησε ὅτι οὐδέποτε ἤκουσε ὡραιοτέρους. Ὁ ἡγεμὼν ἐγέλασε καὶ τὸν διέταξε νὰ τοὺς ἀντιγράψῃ ἑκατὸν φοράς. xyxy=(657,477,849,539)
lead-paragraph: ΤΥΧΗ, πάλι, συνεχίζεται ἡ συζήτησις διὰ τὸν λιμένα καὶ τὰς ἐλευθέρας ζώνας. Ἡ κίνησις τῶν πλοίων αὐξάνεται καθημερινῶς καὶ αἱ ἀνάγκαι διὰ νέας ἐγκαταστάσεις γίνονται ἐπιτακτικαί. xyxy=(47,814,423,854)
continuation-paragraph: ΟΛΑ τὰ τελευταῖα χρόνια ἡ Θεσσαλονίκη ἀνέπτυξε ἀξιόλογη δρᾶσι σὲ πολλοὺς τομεῖς. Οἱ ξένοι ἐπισκέπτες ποὺ ἔρχονται στὴν πόλι μας εὐχαριστοῦνται ἀπὸ τὴν ὡραία θέα καὶ ἐκφράζουν τὸν θαυμασμό τους γιὰ τὴν πρόοδο ποὺ συντελέσθηκε. xyxy=(431,679,649,759)
cartoon-image: ☃ xyxy=(859,206,1011,317)
